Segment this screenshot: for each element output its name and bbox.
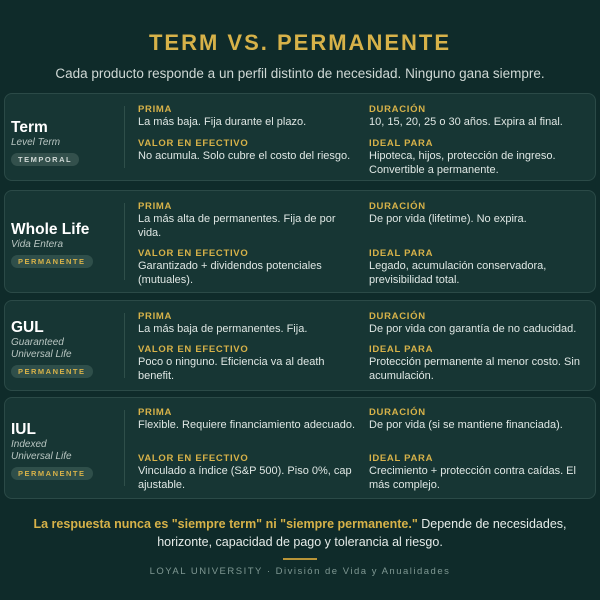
product-identity <box>11 119 79 167</box>
product-subtitle: Level Term <box>11 137 61 148</box>
valor-value: Vinculado a índice (S&P 500). Piso 0%, cap ajustable. <box>138 465 352 491</box>
duracion-value: 10, 15, 20, 25 o 30 años. Expira al final. <box>369 116 563 128</box>
valor-label: VALOR EN EFECTIVO <box>138 248 249 259</box>
product-name: GUL <box>11 319 44 336</box>
brand-footer: LOYAL UNIVERSITY · División de Vida y Anualidades <box>149 566 451 577</box>
footer-body: Depende de necesidades, horizonte, capacidad de pago y tolerancia al riesgo. <box>157 517 567 549</box>
card-divider <box>124 203 125 280</box>
duracion-label: DURACIÓN <box>369 104 426 115</box>
valor-value: Garantizado + dividendos potenciales (mutuales). <box>138 260 322 286</box>
card-divider <box>124 313 125 378</box>
duracion-label: DURACIÓN <box>369 201 426 212</box>
duracion-value: De por vida (lifetime). No expira. <box>369 213 527 225</box>
product-name: Term <box>11 119 48 136</box>
ideal-label: IDEAL PARA <box>369 248 434 259</box>
product-subtitle-line2: Universal Life <box>11 451 72 462</box>
product-subtitle: Guaranteed <box>11 337 64 348</box>
product-badge: PERMANENTE <box>11 255 93 268</box>
product-identity <box>11 221 93 269</box>
ideal-value: Crecimiento + protección contra caídas. El más complejo. <box>369 465 576 491</box>
product-badge: TEMPORAL <box>11 153 79 166</box>
duracion-label: DURACIÓN <box>369 311 426 322</box>
product-name: Whole Life <box>11 221 90 238</box>
prima-value: La más baja. Fija durante el plazo. <box>138 116 307 128</box>
prima-label: PRIMA <box>138 407 173 418</box>
prima-value: La más baja de permanentes. Fija. <box>138 323 308 335</box>
card-divider <box>124 106 125 168</box>
product-card-whole-life <box>4 190 596 293</box>
product-badge: PERMANENTE <box>11 467 93 480</box>
footer-message <box>20 515 580 551</box>
ideal-label: IDEAL PARA <box>369 344 434 355</box>
product-name: IUL <box>11 421 36 438</box>
product-badge: PERMANENTE <box>11 365 93 378</box>
ideal-label: IDEAL PARA <box>369 138 434 149</box>
product-identity <box>11 319 93 379</box>
valor-label: VALOR EN EFECTIVO <box>138 453 249 464</box>
duracion-label: DURACIÓN <box>369 407 426 418</box>
card-divider <box>124 410 125 486</box>
footer-divider <box>283 558 317 560</box>
valor-label: VALOR EN EFECTIVO <box>138 344 249 355</box>
product-card-term <box>4 93 596 181</box>
product-subtitle: Indexed <box>11 439 47 450</box>
product-card-iul <box>4 397 596 499</box>
valor-value: No acumula. Solo cubre el costo del riesgo. <box>138 150 351 162</box>
ideal-value: Protección permanente al menor costo. Sin acumulación. <box>369 356 580 382</box>
prima-value: Flexible. Requiere financiamiento adecuado. <box>138 419 356 431</box>
product-subtitle-line2: Universal Life <box>11 349 72 360</box>
prima-label: PRIMA <box>138 104 173 115</box>
ideal-value: Legado, acumulación conservadora, previsibilidad total. <box>369 260 547 286</box>
duracion-value: De por vida (si se mantiene financiada). <box>369 419 563 431</box>
product-subtitle: Vida Entera <box>11 239 64 250</box>
duracion-value: De por vida con garantía de no caducidad. <box>369 323 577 335</box>
page-subtitle: Cada producto responde a un perfil distinto de necesidad. Ninguno gana siempre. <box>55 66 545 81</box>
valor-label: VALOR EN EFECTIVO <box>138 138 249 149</box>
prima-value: La más alta de permanentes. Fija de por vida. <box>138 213 336 239</box>
product-card-gul <box>4 300 596 391</box>
prima-label: PRIMA <box>138 201 173 212</box>
valor-value: Poco o ninguno. Eficiencia va al death benefit. <box>138 356 325 382</box>
prima-label: PRIMA <box>138 311 173 322</box>
ideal-label: IDEAL PARA <box>369 453 434 464</box>
product-identity <box>11 421 93 481</box>
page-title: TERM VS. PERMANENTE <box>148 30 452 55</box>
ideal-value: Hipoteca, hijos, protección de ingreso. Convertible a permanente. <box>369 150 556 176</box>
footer-highlight: La respuesta nunca es "siempre term" ni "siempre permanente." <box>33 517 418 531</box>
